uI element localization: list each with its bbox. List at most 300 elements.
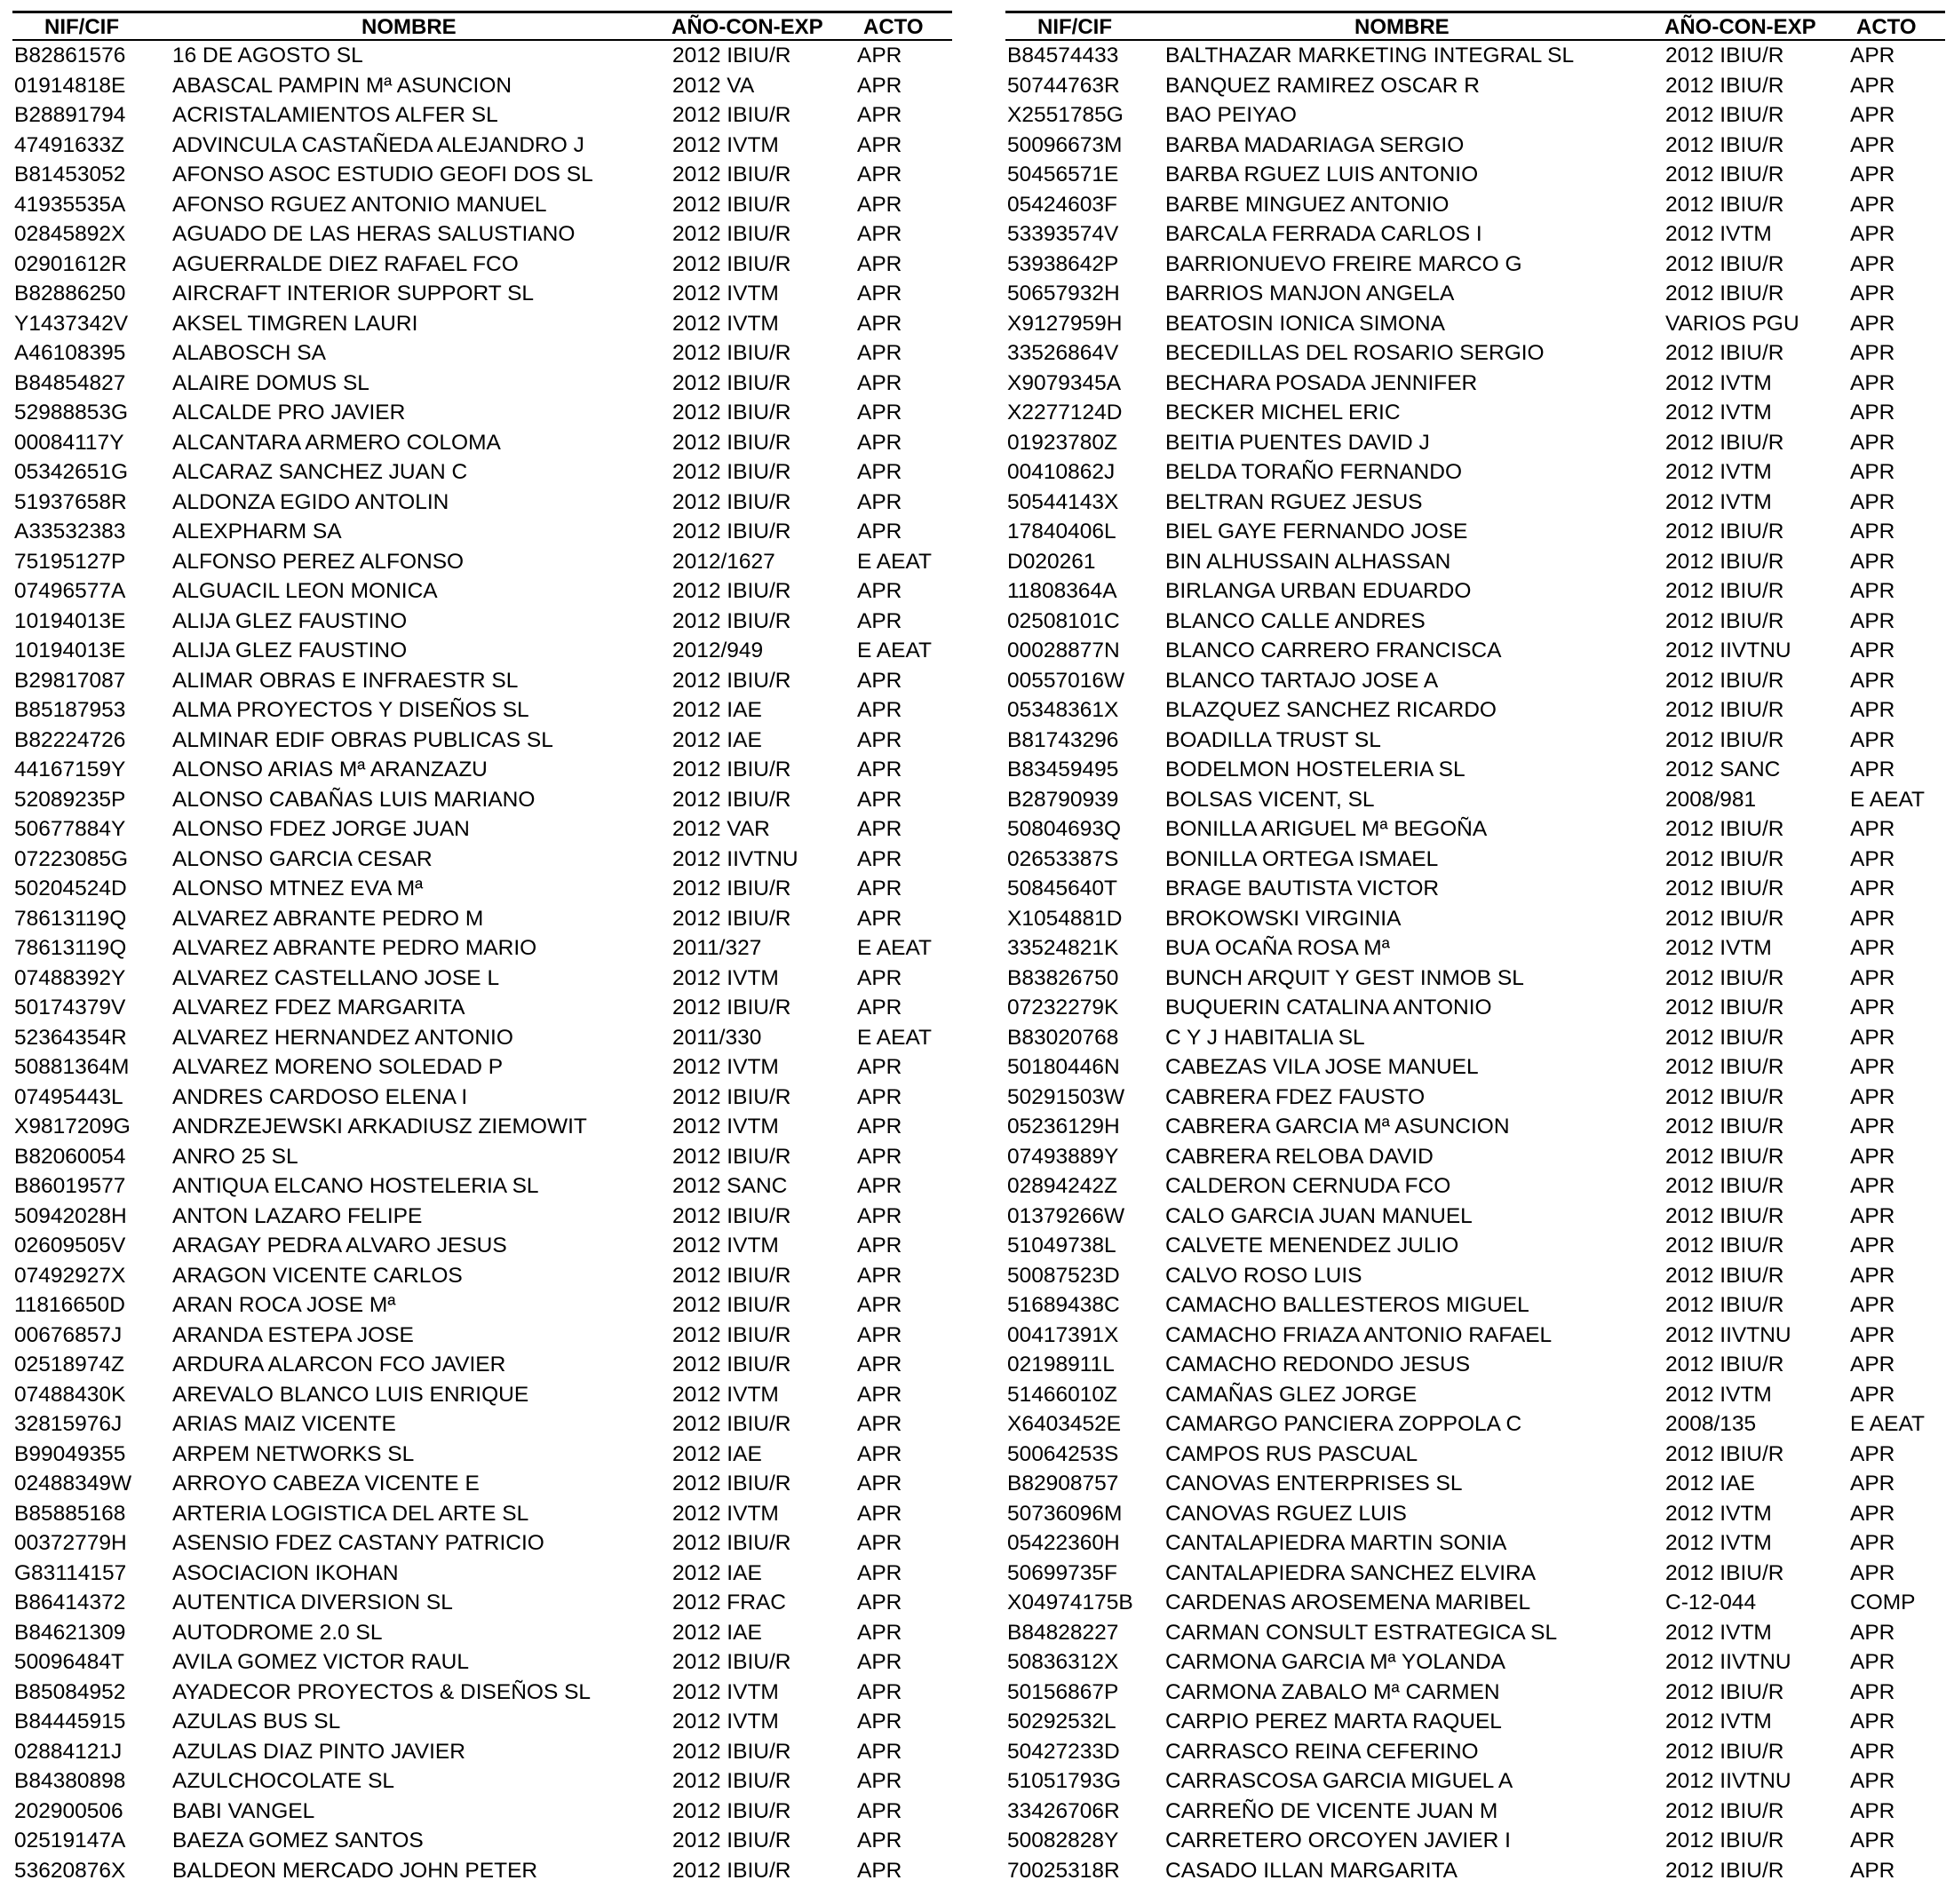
table-row	[12, 636, 952, 666]
table-row	[12, 1321, 952, 1351]
table-row	[1005, 726, 1945, 756]
cell-nombre: ALONSO MTNEZ EVA Mª	[172, 877, 424, 900]
cell-acto: APR	[1850, 1650, 1895, 1674]
cell-anio: 2012 IBIU/R	[672, 1739, 791, 1764]
cell-nif: 50881364M	[14, 1055, 130, 1079]
cell-anio: 2012 IBIU/R	[1665, 1560, 1784, 1585]
cell-acto: APR	[857, 1858, 902, 1883]
cell-anio: 2012 IBIU/R	[672, 579, 791, 603]
cell-nif: 07493889Y	[1007, 1144, 1119, 1169]
table-row	[12, 369, 952, 399]
cell-anio: 2012 IBIU/R	[1665, 1144, 1784, 1169]
cell-nombre: AFONSO ASOC ESTUDIO GEOFI DOS SL	[172, 163, 593, 186]
header-nombre: NOMBRE	[361, 15, 457, 39]
cell-anio: 2012 IBIU/R	[1665, 1055, 1784, 1079]
cell-nombre: ALIJA GLEZ FAUSTINO	[172, 608, 408, 633]
cell-acto: APR	[857, 73, 902, 98]
cell-nif: 51937658R	[14, 489, 127, 514]
table-row	[12, 1052, 952, 1083]
table-row	[1005, 517, 1945, 547]
cell-nombre: CALVO ROSO LUIS	[1165, 1263, 1362, 1288]
cell-acto: APR	[857, 579, 902, 603]
cell-nif: 50657932H	[1007, 282, 1120, 305]
cell-anio: 2012 IVTM	[1665, 370, 1772, 395]
table-row	[12, 1261, 952, 1291]
table-row	[12, 1171, 952, 1202]
cell-nif: 50427233D	[1007, 1739, 1120, 1764]
table-row	[1005, 1826, 1945, 1856]
cell-nif: X9079345A	[1007, 370, 1122, 395]
table-row	[1005, 428, 1945, 458]
cell-nif: 00557016W	[1007, 668, 1125, 693]
cell-acto: APR	[857, 251, 902, 276]
cell-nif: 00372779H	[14, 1531, 127, 1555]
cell-nombre: BARBA RGUEZ LUIS ANTONIO	[1165, 163, 1479, 186]
cell-nombre: BARCALA FERRADA CARLOS I	[1165, 222, 1482, 246]
table-row	[1005, 1499, 1945, 1529]
cell-nombre: CARPIO PEREZ MARTA RAQUEL	[1165, 1710, 1502, 1733]
cell-acto: APR	[857, 1322, 902, 1347]
table-row	[12, 457, 952, 488]
cell-acto: APR	[1850, 1263, 1895, 1288]
cell-anio: 2012 IVTM	[1665, 401, 1772, 424]
cell-anio: 2012 IVTM	[672, 1055, 779, 1079]
cell-acto: APR	[857, 996, 902, 1019]
cell-nombre: CAMAÑAS GLEZ JORGE	[1165, 1382, 1418, 1407]
cell-anio: 2012 IBIU/R	[672, 192, 791, 217]
table-row	[12, 1409, 952, 1440]
cell-anio: 2012 IVTM	[1665, 1620, 1772, 1645]
table-row	[12, 814, 952, 845]
cell-nombre: ALIJA GLEZ FAUSTINO	[172, 639, 408, 662]
header-acto: ACTO	[1856, 15, 1917, 39]
cell-acto: APR	[857, 906, 902, 931]
cell-acto: APR	[857, 1144, 902, 1169]
table-row	[1005, 666, 1945, 696]
cell-acto: APR	[1850, 817, 1895, 841]
cell-nif: B82908757	[1007, 1472, 1119, 1495]
cell-nombre: ARANDA ESTEPA JOSE	[172, 1322, 414, 1347]
cell-nombre: AUTENTICA DIVERSION SL	[172, 1591, 453, 1614]
cell-acto: APR	[857, 1115, 902, 1138]
cell-nif: 17840406L	[1007, 520, 1116, 543]
table-row	[1005, 1231, 1945, 1261]
cell-nombre: ANDRZEJEWSKI ARKADIUSZ ZIEMOWIT	[172, 1115, 587, 1138]
cell-anio: 2012 IBIU/R	[1665, 1353, 1784, 1376]
cell-nombre: BIN ALHUSSAIN ALHASSAN	[1165, 549, 1451, 574]
cell-acto: APR	[857, 1829, 902, 1852]
cell-nif: 10194013E	[14, 608, 126, 633]
table-row	[12, 964, 952, 994]
table-row	[12, 1350, 952, 1380]
table-row	[1005, 1856, 1945, 1886]
cell-nif: 02488349W	[14, 1472, 132, 1495]
cell-nif: 52089235P	[14, 787, 126, 812]
table-row	[12, 190, 952, 220]
cell-nombre: ACRISTALAMIENTOS ALFER SL	[172, 103, 498, 127]
table-row	[1005, 874, 1945, 904]
cell-nif: 50456571E	[1007, 163, 1119, 186]
cell-nif: 47491633Z	[14, 132, 124, 157]
table-row	[1005, 71, 1945, 101]
cell-nombre: ALVAREZ ABRANTE PEDRO M	[172, 906, 484, 931]
table-row	[1005, 1052, 1945, 1083]
cell-acto: APR	[1850, 1798, 1895, 1823]
cell-nif: 50736096M	[1007, 1501, 1123, 1526]
cell-nif: 00084117Y	[14, 430, 124, 455]
cell-acto: APR	[857, 965, 902, 990]
table-row	[1005, 1023, 1945, 1053]
cell-nif: A46108395	[14, 341, 126, 365]
table-row	[1005, 1469, 1945, 1499]
cell-anio: 2012 IBIU/R	[672, 877, 791, 900]
cell-acto: APR	[857, 163, 902, 186]
cell-anio: 2012 IBIU/R	[1665, 1234, 1784, 1257]
cell-acto: APR	[1850, 311, 1895, 336]
cell-nombre: BUNCH ARQUIT Y GEST INMOB SL	[1165, 965, 1524, 990]
cell-nombre: BARBE MINGUEZ ANTONIO	[1165, 192, 1450, 217]
cell-nombre: ALMINAR EDIF OBRAS PUBLICAS SL	[172, 727, 553, 752]
cell-acto: E AEAT	[857, 1025, 932, 1050]
cell-nif: 50082828Y	[1007, 1829, 1119, 1852]
cell-acto: APR	[1850, 1115, 1895, 1138]
cell-nif: 33426706R	[1007, 1798, 1120, 1823]
cell-nombre: CARREÑO DE VICENTE JUAN M	[1165, 1798, 1498, 1823]
cell-nif: 44167159Y	[14, 758, 126, 781]
header-anio: AÑO-CON-EXP	[1664, 15, 1816, 39]
header-nombre: NOMBRE	[1354, 15, 1450, 39]
cell-nif: 50064253S	[1007, 1441, 1119, 1466]
cell-nif: 00417391X	[1007, 1322, 1119, 1347]
table-row	[1005, 190, 1945, 220]
cell-acto: APR	[1850, 460, 1895, 484]
cell-anio: 2012 IBIU/R	[1665, 1798, 1784, 1823]
cell-nif: 41935535A	[14, 192, 126, 217]
cell-nif: B83459495	[1007, 758, 1119, 781]
cell-nombre: BEITIA PUENTES DAVID J	[1165, 430, 1430, 455]
cell-anio: 2012 IBIU/R	[672, 1829, 791, 1852]
cell-anio: 2012/1627	[672, 549, 775, 574]
cell-anio: 2012 IBIU/R	[672, 430, 791, 455]
table-row	[12, 41, 952, 71]
table-row	[1005, 1766, 1945, 1797]
table-row	[1005, 1528, 1945, 1559]
cell-nombre: AVILA GOMEZ VICTOR RAUL	[172, 1650, 470, 1674]
table-row	[1005, 695, 1945, 726]
cell-acto: APR	[857, 1174, 902, 1198]
table-row	[1005, 219, 1945, 250]
cell-acto: APR	[1850, 192, 1895, 217]
table-row	[12, 1290, 952, 1321]
cell-acto: APR	[1850, 906, 1895, 931]
cell-acto: APR	[857, 1412, 902, 1436]
cell-nif: 50096673M	[1007, 132, 1123, 157]
table-row	[1005, 933, 1945, 964]
table-header	[12, 11, 952, 41]
table-row	[12, 1766, 952, 1797]
cell-nif: B84574433	[1007, 44, 1119, 67]
cell-acto: APR	[857, 282, 902, 305]
cell-acto: APR	[1850, 1858, 1895, 1883]
table-row	[12, 338, 952, 369]
cell-anio: 2012 IAE	[672, 1441, 762, 1466]
cell-acto: APR	[857, 1798, 902, 1823]
cell-nombre: BALTHAZAR MARKETING INTEGRAL SL	[1165, 44, 1575, 67]
table-row	[12, 517, 952, 547]
cell-nombre: BELTRAN RGUEZ JESUS	[1165, 489, 1423, 514]
cell-nif: 01914818E	[14, 73, 126, 98]
cell-nif: 02901612R	[14, 251, 127, 276]
cell-acto: APR	[1850, 520, 1895, 543]
cell-nombre: BROKOWSKI VIRGINIA	[1165, 906, 1402, 931]
cell-anio: 2012 IVTM	[1665, 1382, 1772, 1407]
cell-acto: APR	[857, 132, 902, 157]
cell-nombre: ALDONZA EGIDO ANTOLIN	[172, 489, 449, 514]
cell-anio: 2012 IBIU/R	[1665, 906, 1784, 931]
cell-acto: APR	[1850, 370, 1895, 395]
cell-nombre: CALDERON CERNUDA FCO	[1165, 1174, 1451, 1198]
cell-nif: B82861576	[14, 44, 126, 67]
cell-acto: APR	[1850, 1531, 1895, 1555]
cell-nif: 50204524D	[14, 877, 127, 900]
cell-nif: X2551785G	[1007, 103, 1124, 127]
cell-nif: B28790939	[1007, 787, 1119, 812]
left-table	[12, 11, 952, 1885]
table-row	[12, 1737, 952, 1767]
cell-nombre: ALCALDE PRO JAVIER	[172, 401, 406, 424]
cell-acto: APR	[1850, 489, 1895, 514]
cell-acto: E AEAT	[857, 549, 932, 574]
cell-nombre: CABEZAS VILA JOSE MANUEL	[1165, 1055, 1479, 1079]
cell-anio: 2012 IBIU/R	[1665, 520, 1784, 543]
table-row	[12, 1618, 952, 1648]
table-row	[12, 1678, 952, 1708]
cell-nombre: CABRERA FDEZ FAUSTO	[1165, 1084, 1426, 1109]
cell-acto: APR	[857, 1679, 902, 1704]
cell-nombre: ANTIQUA ELCANO HOSTELERIA SL	[172, 1174, 539, 1198]
cell-anio: 2012 IBIU/R	[672, 1531, 791, 1555]
cell-nombre: ASOCIACION IKOHAN	[172, 1560, 399, 1585]
cell-nombre: ARROYO CABEZA VICENTE E	[172, 1472, 480, 1495]
cell-nombre: ARAN ROCA JOSE Mª	[172, 1293, 396, 1317]
cell-acto: APR	[1850, 1620, 1895, 1645]
cell-acto: APR	[1850, 846, 1895, 871]
cell-anio: 2012 IVTM	[1665, 936, 1772, 960]
cell-nombre: BLANCO TARTAJO JOSE A	[1165, 668, 1439, 693]
cell-nif: 50836312X	[1007, 1650, 1119, 1674]
cell-nif: 02845892X	[14, 222, 126, 246]
cell-anio: 2012 IBIU/R	[1665, 1679, 1784, 1704]
cell-acto: APR	[857, 370, 902, 395]
table-row	[1005, 279, 1945, 309]
cell-nombre: ARDURA ALARCON FCO JAVIER	[172, 1353, 506, 1376]
cell-nif: 50174379V	[14, 996, 126, 1019]
cell-acto: APR	[857, 1293, 902, 1317]
cell-anio: 2012 IVTM	[1665, 1531, 1772, 1555]
cell-nif: B86414372	[14, 1591, 126, 1614]
cell-nif: B82224726	[14, 727, 126, 752]
cell-nombre: BONILLA ORTEGA ISMAEL	[1165, 846, 1439, 871]
cell-anio: 2012 IBIU/R	[1665, 192, 1784, 217]
cell-anio: 2012/949	[672, 639, 764, 662]
cell-nif: 05342651G	[14, 460, 129, 484]
cell-anio: C-12-044	[1665, 1591, 1757, 1614]
cell-anio: 2012 IBIU/R	[672, 222, 791, 246]
table-row	[1005, 369, 1945, 399]
table-row	[12, 755, 952, 785]
cell-acto: APR	[857, 1084, 902, 1109]
cell-anio: 2012 IBIU/R	[672, 1798, 791, 1823]
cell-nombre: AREVALO BLANCO LUIS ENRIQUE	[172, 1382, 529, 1407]
cell-anio: 2012 IAE	[672, 698, 762, 722]
table-row	[12, 874, 952, 904]
cell-nif: X2277124D	[1007, 401, 1123, 424]
table-row	[12, 131, 952, 161]
cell-acto: E AEAT	[857, 936, 932, 960]
cell-anio: 2012 IBIU/R	[672, 996, 791, 1019]
cell-nombre: AUTODROME 2.0 SL	[172, 1620, 383, 1645]
cell-anio: 2012 IVTM	[1665, 489, 1772, 514]
cell-acto: APR	[1850, 1472, 1895, 1495]
cell-nombre: BLANCO CARRERO FRANCISCA	[1165, 639, 1502, 662]
cell-nif: 50699735F	[1007, 1560, 1117, 1585]
cell-acto: APR	[857, 460, 902, 484]
table-row	[12, 1528, 952, 1559]
cell-acto: APR	[1850, 1025, 1895, 1050]
cell-nif: B28891794	[14, 103, 126, 127]
cell-acto: APR	[1850, 1679, 1895, 1704]
cell-anio: 2012 IBIU/R	[1665, 163, 1784, 186]
cell-nombre: CANTALAPIEDRA MARTIN SONIA	[1165, 1531, 1507, 1555]
cell-anio: 2012 VA	[672, 73, 755, 98]
cell-nombre: ADVINCULA CASTAÑEDA ALEJANDRO J	[172, 132, 584, 157]
cell-anio: 2012 IBIU/R	[672, 1650, 791, 1674]
table-row	[12, 607, 952, 637]
cell-nombre: ARAGAY PEDRA ALVARO JESUS	[172, 1234, 507, 1257]
table-row	[12, 1647, 952, 1678]
cell-nombre: ANTON LAZARO FELIPE	[172, 1203, 423, 1228]
cell-nombre: BEATOSIN IONICA SIMONA	[1165, 311, 1445, 336]
cell-nombre: CANOVAS RGUEZ LUIS	[1165, 1501, 1407, 1526]
cell-acto: APR	[857, 222, 902, 246]
table-row	[12, 1469, 952, 1499]
cell-nif: B29817087	[14, 668, 126, 693]
cell-nombre: AFONSO RGUEZ ANTONIO MANUEL	[172, 192, 547, 217]
cell-nif: D020261	[1007, 549, 1096, 574]
cell-nif: X9817209G	[14, 1115, 131, 1138]
cell-nombre: BAO PEIYAO	[1165, 103, 1297, 127]
cell-anio: 2012 IBIU/R	[672, 1293, 791, 1317]
cell-acto: APR	[1850, 698, 1895, 722]
cell-anio: 2012 IIVTNU	[1665, 1322, 1791, 1347]
cell-acto: APR	[1850, 401, 1895, 424]
cell-nombre: BOLSAS VICENT, SL	[1165, 787, 1375, 812]
table-row	[1005, 785, 1945, 815]
cell-acto: APR	[1850, 1382, 1895, 1407]
cell-acto: APR	[1850, 1710, 1895, 1733]
cell-acto: APR	[857, 1234, 902, 1257]
table-row	[1005, 964, 1945, 994]
cell-nif: 07223085G	[14, 846, 129, 871]
cell-anio: 2012 IBIU/R	[1665, 817, 1784, 841]
cell-nif: 50544143X	[1007, 489, 1119, 514]
table-row	[1005, 338, 1945, 369]
cell-nif: B81743296	[1007, 727, 1119, 752]
cell-acto: APR	[857, 341, 902, 365]
cell-acto: APR	[1850, 639, 1895, 662]
cell-acto: APR	[857, 846, 902, 871]
cell-nif: 00676857J	[14, 1322, 123, 1347]
table-row	[1005, 1678, 1945, 1708]
cell-anio: 2012 IBIU/R	[672, 668, 791, 693]
cell-nif: B85187953	[14, 698, 126, 722]
cell-nombre: CARRETERO ORCOYEN JAVIER I	[1165, 1829, 1511, 1852]
cell-acto: APR	[857, 1353, 902, 1376]
cell-anio: 2012 IBIU/R	[1665, 608, 1784, 633]
cell-anio: 2011/327	[672, 936, 762, 960]
cell-anio: 2012 IBIU/R	[1665, 1739, 1784, 1764]
cell-nombre: CAMPOS RUS PASCUAL	[1165, 1441, 1418, 1466]
cell-anio: 2012 IBIU/R	[1665, 1441, 1784, 1466]
cell-nombre: BAEZA GOMEZ SANTOS	[172, 1829, 424, 1852]
cell-anio: 2012 IAE	[672, 727, 762, 752]
table-row	[12, 309, 952, 339]
cell-nif: 11816650D	[14, 1293, 125, 1317]
cell-anio: 2012 IBIU/R	[672, 103, 791, 127]
cell-nombre: BRAGE BAUTISTA VICTOR	[1165, 877, 1440, 900]
header-anio: AÑO-CON-EXP	[671, 15, 823, 39]
cell-nif: 52988853G	[14, 401, 129, 424]
table-body	[12, 41, 952, 1885]
cell-nombre: CARMAN CONSULT ESTRATEGICA SL	[1165, 1620, 1558, 1645]
cell-anio: 2012 IBIU/R	[672, 370, 791, 395]
table-row	[1005, 1707, 1945, 1737]
cell-nif: 02198911L	[1007, 1353, 1115, 1376]
cell-nif: 50942028H	[14, 1203, 127, 1228]
cell-nif: B86019577	[14, 1174, 126, 1198]
cell-anio: 2012 SANC	[1665, 758, 1781, 781]
cell-anio: 2012 IBIU/R	[672, 906, 791, 931]
cell-acto: APR	[857, 877, 902, 900]
cell-nif: B81453052	[14, 163, 126, 186]
cell-nombre: ALONSO FDEZ JORGE JUAN	[172, 817, 470, 841]
cell-anio: 2012 IIVTNU	[1665, 1650, 1791, 1674]
table-row	[1005, 457, 1945, 488]
cell-nif: 07232279K	[1007, 996, 1119, 1019]
cell-acto: APR	[857, 1055, 902, 1079]
cell-nombre: ALVAREZ FDEZ MARGARITA	[172, 996, 465, 1019]
cell-acto: APR	[1850, 73, 1895, 98]
table-row	[1005, 1380, 1945, 1410]
cell-nif: 32815976J	[14, 1412, 123, 1436]
cell-acto: APR	[1850, 549, 1895, 574]
cell-nif: 05422360H	[1007, 1531, 1120, 1555]
cell-anio: 2012 FRAC	[672, 1591, 787, 1614]
cell-acto: APR	[857, 311, 902, 336]
cell-anio: 2012 IBIU/R	[1665, 1263, 1784, 1288]
cell-nombre: ARPEM NETWORKS SL	[172, 1441, 415, 1466]
cell-acto: APR	[857, 1263, 902, 1288]
header-acto: ACTO	[863, 15, 924, 39]
cell-nombre: BONILLA ARIGUEL Mª BEGOÑA	[1165, 817, 1488, 841]
cell-acto: APR	[857, 1441, 902, 1466]
cell-acto: APR	[857, 1650, 902, 1674]
cell-acto: APR	[1850, 1234, 1895, 1257]
cell-nombre: CARDENAS AROSEMENA MARIBEL	[1165, 1591, 1531, 1614]
table-row	[12, 1083, 952, 1113]
cell-anio: 2012 IBIU/R	[672, 787, 791, 812]
cell-anio: 2012 IBIU/R	[1665, 1115, 1784, 1138]
